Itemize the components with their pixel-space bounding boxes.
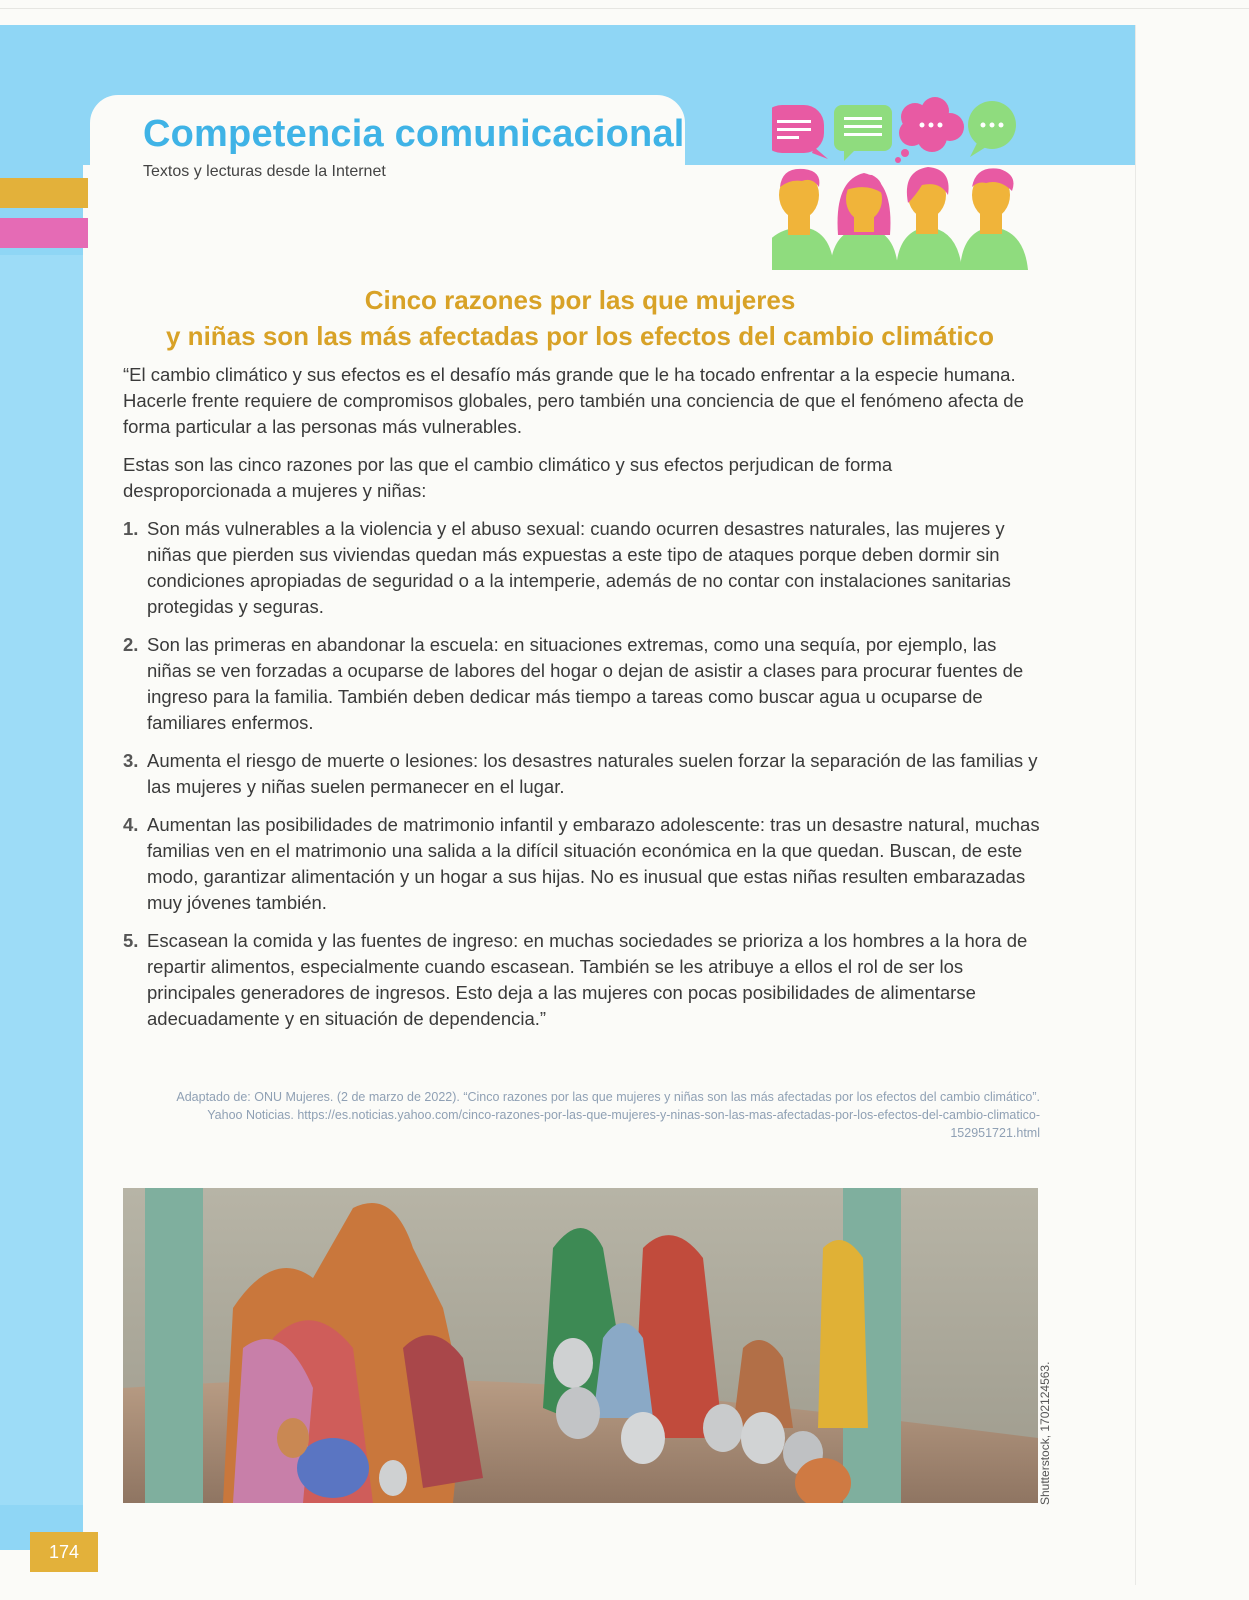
thought-bubble-icon	[895, 97, 964, 163]
list-text: Son más vulnerables a la violencia y el abuso sexual: cuando ocurren desastres naturales, las mujeres y niñas que pierden sus viviendas quedan más expuestas a este tipo de ataques porque deben dormir sin condiciones apropiadas de seguridad o a la intemperie, además de no contar con instalaciones sanitarias protegidas y seguras.	[147, 518, 1011, 617]
list-number: 1.	[123, 518, 139, 539]
list-number: 3.	[123, 750, 139, 771]
section-subtitle: Textos y lecturas desde la Internet	[143, 163, 386, 180]
section-tab-pink	[0, 218, 88, 248]
article-title-line-1: Cinco razones por las que mujeres	[364, 285, 796, 315]
message-bubble-icon	[834, 105, 892, 161]
left-band-inner	[0, 255, 83, 1505]
person-icon	[772, 169, 834, 270]
list-item	[123, 748, 1040, 800]
list-item	[123, 928, 1040, 1032]
article-title	[130, 282, 1030, 354]
list-item	[123, 516, 1040, 620]
people-chat-illustration	[772, 95, 1044, 270]
person-icon	[960, 168, 1028, 270]
list-text: Aumentan las posibilidades de matrimonio infantil y embarazo adolescente: tras un desastre natural, muchas familias ven en el matrimonio una salida a la difícil situación económica en la que quedan. Buscan, de este modo, garantizar alimentación y un hogar a sus hijas. No es inusual que estas niñas resulten embarazadas muy jóvenes también.	[147, 814, 1040, 913]
dialogue-bubble-icon	[968, 101, 1016, 157]
list-number: 5.	[123, 930, 139, 951]
page-edge	[0, 8, 1249, 9]
list-item	[123, 632, 1040, 736]
list-text: Son las primeras en abandonar la escuela: en situaciones extremas, como una sequía, por ejemplo, las niñas se ven forzadas a ocuparse de labores del hogar o dejan de asistir a clases para procurar fuentes de ingreso para la familia. También deben dedicar más tiempo a tareas como buscar agua u ocuparse de familiares enfermos.	[147, 634, 1024, 733]
section-title: Competencia comunicacional	[143, 113, 685, 155]
article-body	[123, 362, 1040, 1044]
section-tab-yellow	[0, 178, 88, 208]
list-number: 4.	[123, 814, 139, 835]
reasons-list	[123, 516, 1040, 1032]
page-number: 174	[48, 1542, 80, 1562]
intro-paragraph: “El cambio climático y sus efectos es el desafío más grande que le ha tocado enfrentar a la especie humana. Hacerle frente requiere de compromisos globales, pero también una conciencia de que el fenómeno afecta de forma particular a las personas más vulnerables.	[123, 364, 1024, 437]
person-icon	[896, 167, 962, 270]
list-item	[123, 812, 1040, 916]
list-number: 2.	[123, 634, 139, 655]
list-text: Aumenta el riesgo de muerte o lesiones: los desastres naturales suelen forzar la separación de las familias y las mujeres y niñas suelen permanecer en el lugar.	[147, 750, 1038, 797]
person-icon	[830, 173, 898, 270]
article-title-line-2: y niñas son las más afectadas por los efectos del cambio climático	[166, 321, 994, 351]
photo-credit: Shutterstock, 1702124563.	[1038, 1361, 1052, 1505]
list-text: Escasean la comida y las fuentes de ingreso: en muchas sociedades se prioriza a los hombres a la hora de repartir alimentos, especialmente cuando escasean. También se les atribuye a ellos el rol de ser los principales generadores de ingresos. Esto deja a las mujeres con pocas posibilidades de alimentarse adecuadamente y en situación de dependencia.”	[147, 930, 1028, 1029]
source-citation: Adaptado de: ONU Mujeres. (2 de marzo de 2022). “Cinco razones por las que mujeres y niñas son las más afectadas por los efectos del cambio climático”. Yahoo Noticias. https://es.noticias.yahoo.com/cinco-razones-por-las-que-mujeres-y-ninas-son-las-mas-afectadas-por-los-efectos-del-cambio-climatico-152951721.html	[176, 1090, 1040, 1140]
page-edge-right	[1135, 25, 1136, 1585]
lead-paragraph: Estas son las cinco razones por las que el cambio climático y sus efectos perjudican de forma desproporcionada a mujeres y niñas:	[123, 454, 893, 501]
chat-bubble-icon	[772, 105, 828, 159]
women-collecting-water-photo	[123, 1188, 1038, 1503]
